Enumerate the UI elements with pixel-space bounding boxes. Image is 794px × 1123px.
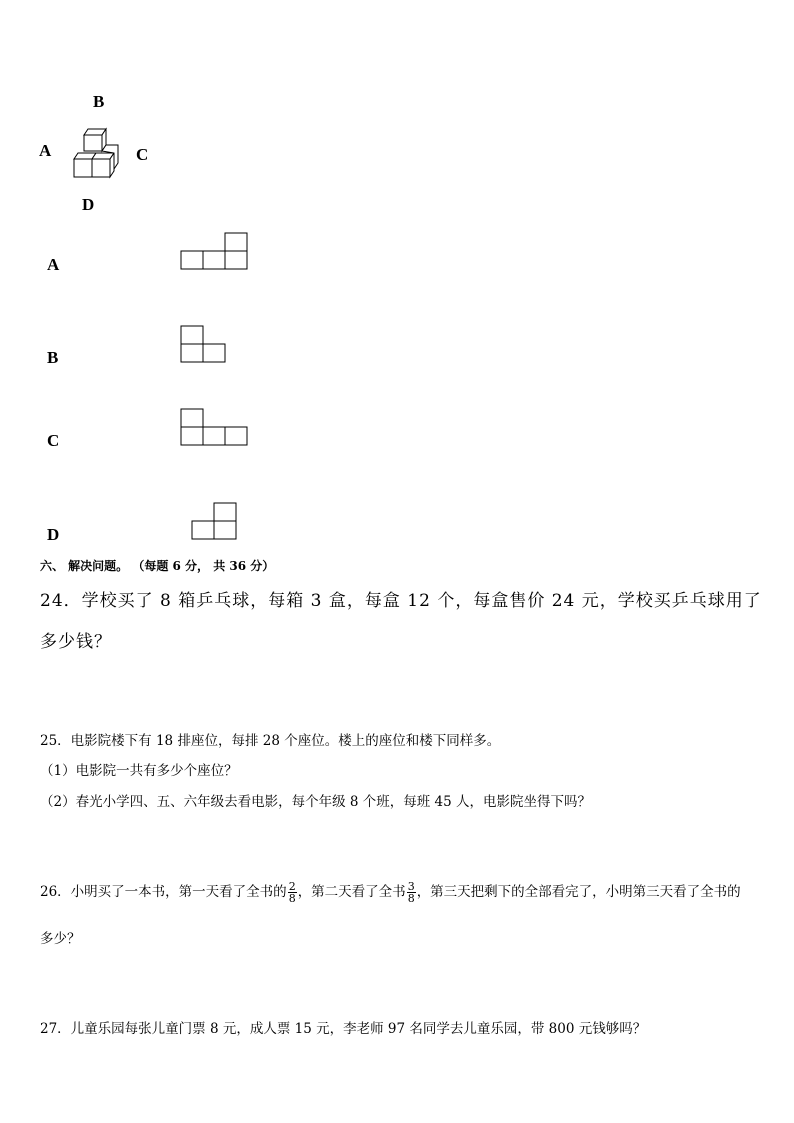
fraction-1-denominator: 8: [288, 892, 296, 905]
question-24-line-2: 多少钱？: [40, 632, 112, 652]
cube-top-front: [84, 135, 102, 151]
question-26-text-b: ，第二天看了全书: [297, 884, 406, 900]
option-label-a: A: [47, 255, 60, 274]
view-shape-b-icon: [180, 325, 230, 365]
fraction-1-numerator: 2: [288, 880, 296, 893]
question-26-text-a: 26．小明买了一本书，第一天看了全书的: [40, 884, 287, 900]
question-26-text-c: ，第三天把剩下的全部看完了，小明第三天看了全书的: [416, 884, 741, 900]
fraction-two-eighths: [288, 881, 297, 904]
option-label-c: C: [47, 431, 60, 450]
question-27-line-1: 27．儿童乐园每张儿童门票 8 元，成人票 15 元，李老师 97 名同学去儿童乐园，带 800 元钱够吗？: [40, 1021, 647, 1037]
fraction-three-eighths: [407, 881, 416, 904]
cube-bottom-right-front: [92, 159, 110, 177]
direction-label-b: B: [93, 92, 105, 111]
section-title: 六、 解决问题。 （每题 6 分， 共 36 分）: [40, 559, 275, 573]
fraction-2-denominator: 8: [407, 892, 415, 905]
cube-bottom-left-front: [74, 159, 92, 177]
option-label-d: D: [47, 525, 60, 544]
option-label-b: B: [47, 348, 59, 367]
question-25-part-1: （1）电影院一共有多少个座位？: [40, 763, 238, 779]
cube-stack-figure: [70, 125, 122, 180]
direction-label-a: A: [39, 141, 52, 160]
question-24-line-1: 24．学校买了 8 箱乒乓球，每箱 3 盒，每盒 12 个，每盒售价 24 元，学校买乒乓球用了: [40, 591, 762, 611]
direction-label-c: C: [136, 145, 149, 164]
question-25-part-2: （2）春光小学四、五、六年级去看电影，每个年级 8 个班，每班 45 人，电影院坐得下吗？: [40, 794, 592, 810]
fraction-2-numerator: 3: [407, 880, 415, 893]
question-26-line-1: [40, 880, 741, 904]
direction-label-d: D: [82, 195, 95, 214]
view-shape-d-icon: [191, 502, 241, 542]
view-shape-c-icon: [180, 408, 252, 448]
question-26-line-2: 多少？: [40, 931, 81, 947]
question-25-line-1: 25．电影院楼下有 18 排座位，每排 28 个座位。楼上的座位和楼下同样多。: [40, 733, 501, 749]
view-shape-a-icon: [180, 232, 250, 272]
